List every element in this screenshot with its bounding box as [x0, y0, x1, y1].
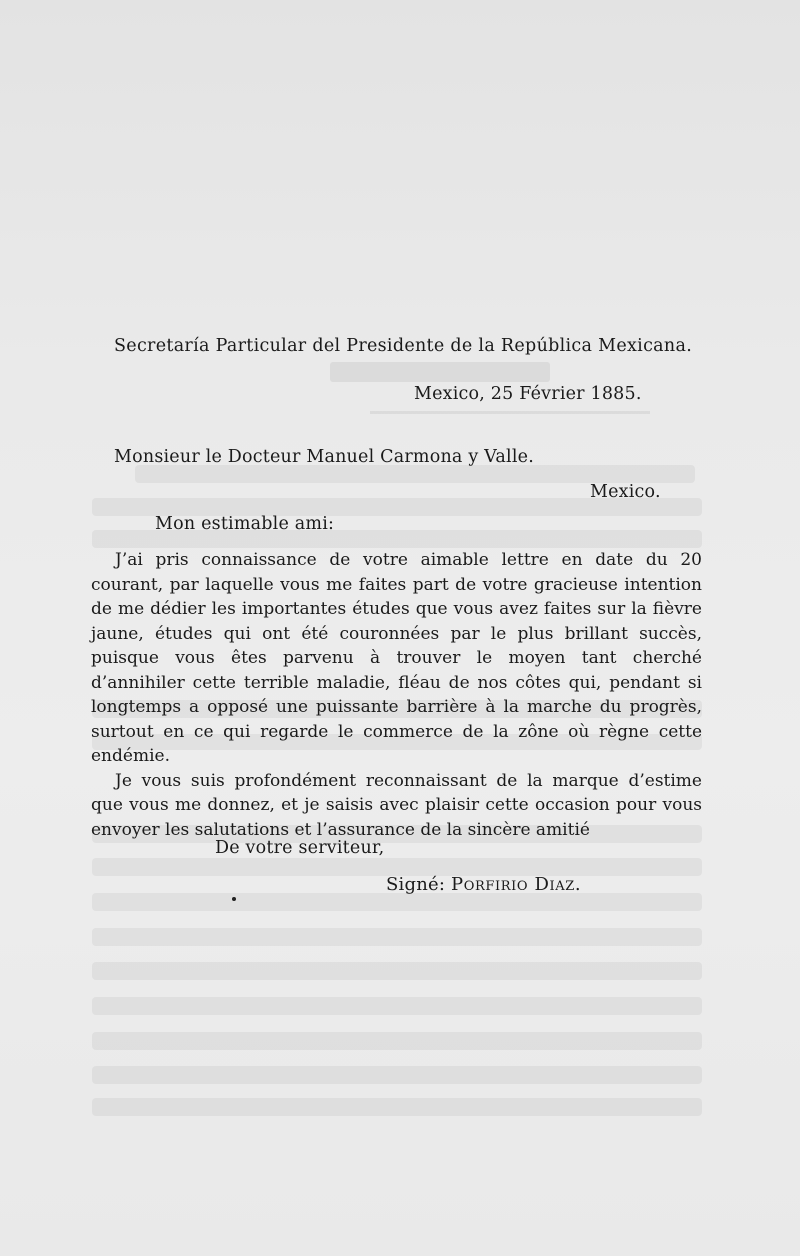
addressee: Monsieur le Docteur Manuel Carmona y Valle.	[114, 447, 534, 467]
salutation: Mon estimable ami:	[155, 514, 335, 534]
letter-body	[91, 548, 702, 842]
signature-prefix: Signé:	[386, 874, 446, 895]
signature-name: Porfirio Diaz.	[451, 874, 582, 895]
body-paragraph-1: J’ai pris connaissance de votre aimable lettre en date du 20 courant, par laquelle vous me faites part de votre gracieuse intention de me dédier les importantes études que vous avez faites sur la fièvre jaune, études qui ont été couronnées par le plus brillant succès, puisque vous êtes parvenu à trouver le moyen tant cherché d’annihiler cette terrible maladie, fléau de nos côtes qui, pendant si longtemps a opposé une puissante barrière à la marche du progrès, surtout en ce qui regarde le commerce de la zône où règne cette endémie.	[91, 550, 702, 766]
letter-date: Mexico, 25 Février 1885.	[414, 384, 642, 404]
letterhead: Secretaría Particular del Presidente de la República Mexicana.	[114, 336, 693, 356]
body-paragraph-2: Je vous suis profondément reconnaissant de la marque d’estime que vous me donnez, et je saisis avec plaisir cette occasion pour vous envoyer les salutations et l’assurance de la sincère amitié	[91, 770, 702, 840]
signature	[386, 872, 581, 898]
closing: De votre serviteur,	[215, 838, 385, 858]
addressee-city: Mexico.	[590, 482, 661, 502]
ink-speck	[232, 897, 236, 901]
